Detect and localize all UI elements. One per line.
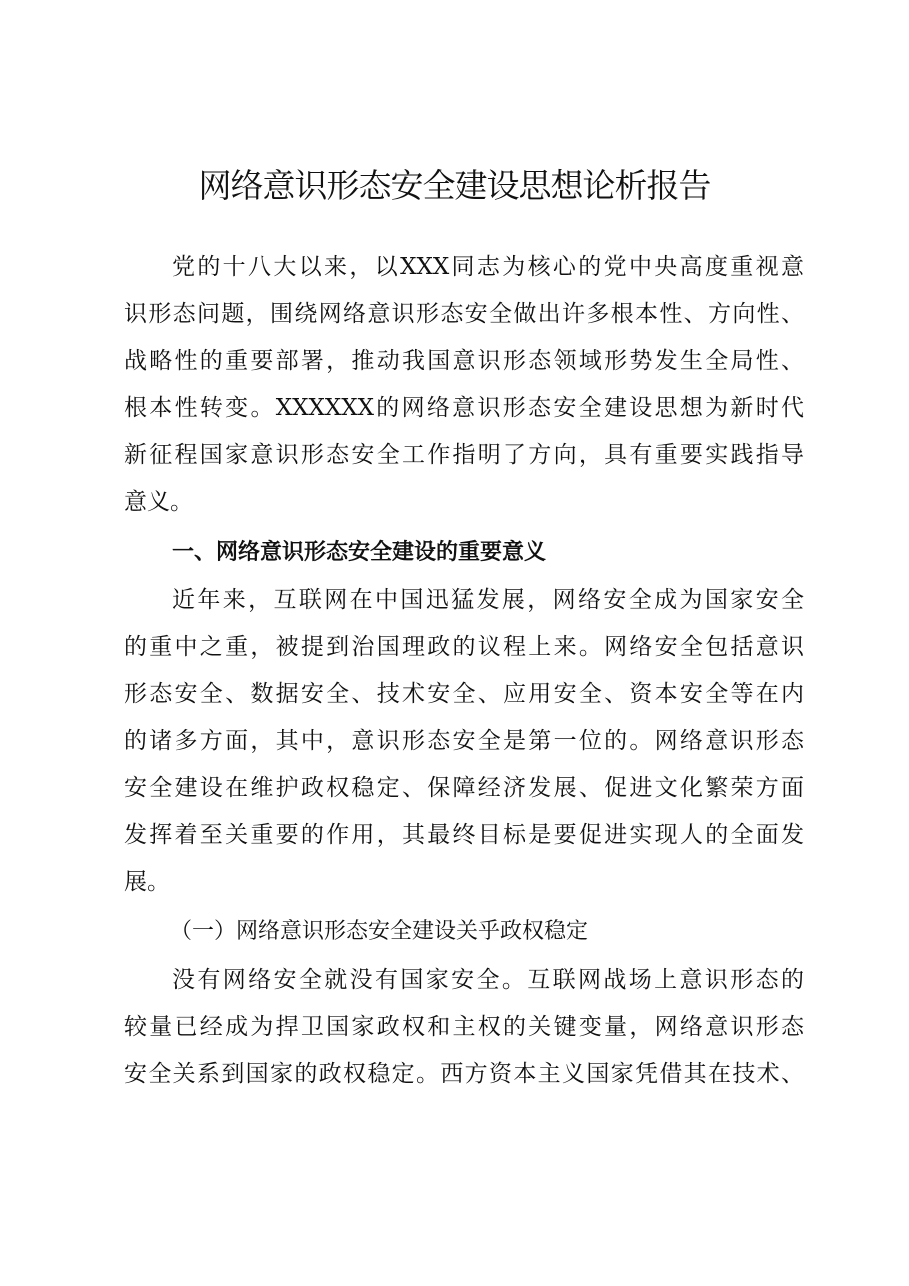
- section1-paragraph: [124, 577, 804, 906]
- subsection-heading: （一）网络意识形态安全建设关乎政权稳定: [170, 919, 589, 944]
- document-title: 网络意识形态安全建设思想论析报告: [198, 166, 711, 205]
- paragraph-line: 党的十八大以来，以XXX同志为核心的党中央高度重视意: [172, 254, 804, 280]
- paragraph-line: 发挥着至关重要的作用，其最终目标是要促进实现人的全面发: [124, 822, 804, 848]
- paragraph-line: 形态安全、数据安全、技术安全、应用安全、资本安全等在内: [124, 681, 804, 707]
- paragraph-line: 的重中之重，被提到治国理政的议程上来。网络安全包括意识: [124, 634, 804, 660]
- paragraph-line: 识形态问题，围绕网络意识形态安全做出许多根本性、方向性、: [124, 301, 804, 327]
- section-heading: 一、网络意识形态安全建设的重要意义: [172, 540, 547, 565]
- paragraph-line: 展。: [124, 869, 170, 895]
- intro-paragraph: [124, 244, 804, 526]
- paragraph-line: 的诸多方面，其中，意识形态安全是第一位的。网络意识形态: [124, 728, 804, 754]
- paragraph-line: 根本性转变。XXXXXX的网络意识形态安全建设思想为新时代: [124, 395, 804, 421]
- paragraph-line: 安全关系到国家的政权稳定。西方资本主义国家凭借其在技术、: [124, 1061, 804, 1087]
- paragraph-line: 安全建设在维护政权稳定、保障经济发展、促进文化繁荣方面: [124, 775, 804, 801]
- paragraph-line: 战略性的重要部署，推动我国意识形态领域形势发生全局性、: [124, 348, 804, 374]
- paragraph-line: 意义。: [124, 489, 193, 515]
- paragraph-line: 没有网络安全就没有国家安全。互联网战场上意识形态的: [172, 967, 804, 993]
- paragraph-line: 近年来，互联网在中国迅猛发展，网络安全成为国家安全: [172, 587, 804, 613]
- paragraph-line: 较量已经成为捍卫国家政权和主权的关键变量，网络意识形态: [124, 1014, 804, 1040]
- subsection1-paragraph: [124, 957, 804, 1098]
- paragraph-line: 新征程国家意识形态安全工作指明了方向，具有重要实践指导: [124, 442, 804, 468]
